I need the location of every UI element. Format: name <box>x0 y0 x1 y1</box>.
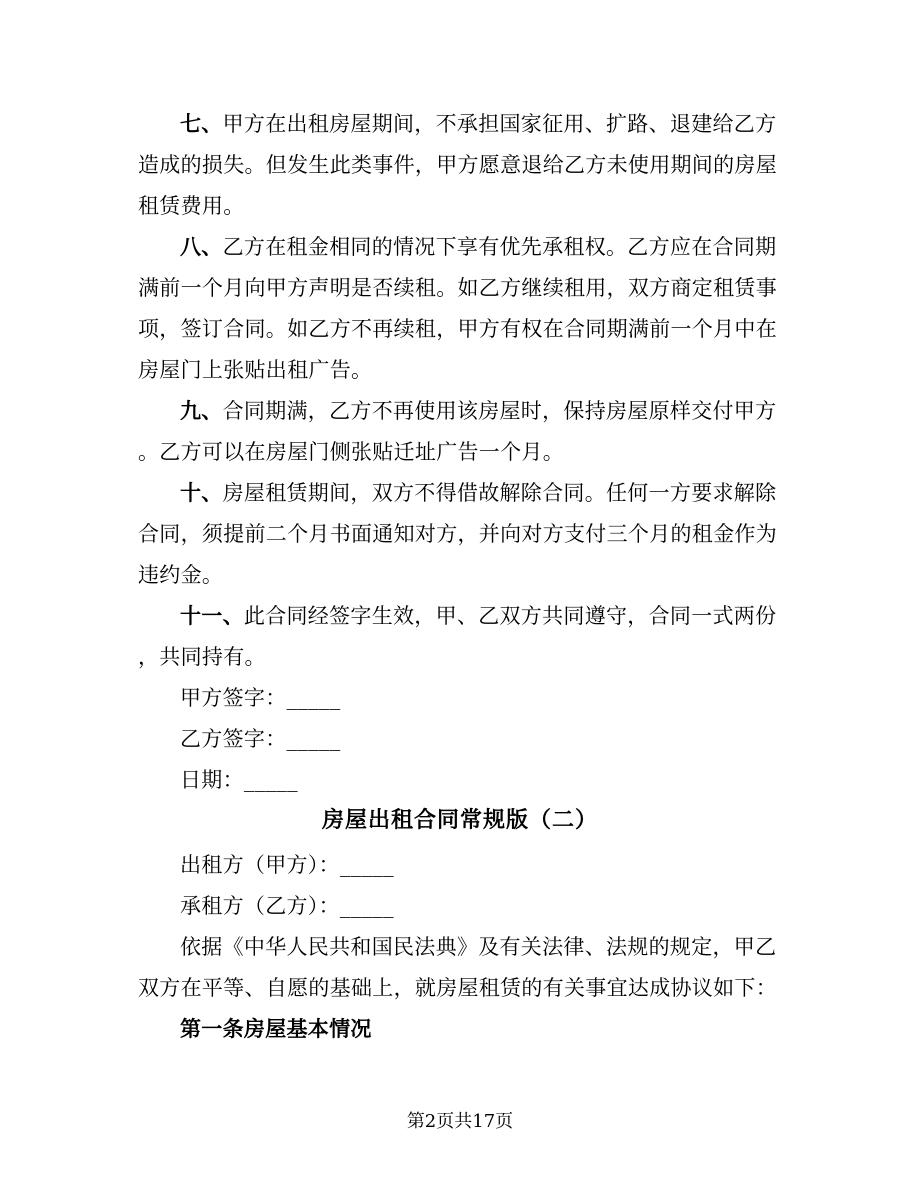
signature-party-b: 乙方签字：_____ <box>180 727 341 751</box>
clause-7-number: 七、 <box>180 111 223 136</box>
lessor-field: 出租方（甲方）：_____ <box>180 853 394 877</box>
clause-7-line-1: 七、甲方在出租房屋期间，不承担国家征用、扩路、退建给乙方 <box>180 111 777 136</box>
article-1-heading: 第一条房屋基本情况 <box>180 1016 372 1041</box>
clause-7-line-2: 造成的损失。但发生此类事件，甲方愿意退给乙方未使用期间的房屋 <box>138 153 777 177</box>
intro-line-2: 双方在平等、自愿的基础上，就房屋租赁的有关事宜达成协议如下： <box>138 976 777 1000</box>
clause-10-line-1: 十、房屋租赁期间，双方不得借故解除合同。任何一方要求解除 <box>180 480 777 505</box>
clause-8-line-3: 项，签订合同。如乙方不再续租，甲方有权在合同期满前一个月中在 <box>138 317 777 341</box>
intro-line-1: 依据《中华人民共和国民法典》及有关法律、法规的规定，甲乙 <box>180 935 777 959</box>
clause-10-line-3: 违约金。 <box>138 563 224 587</box>
clause-8-line-1: 八、乙方在租金相同的情况下享有优先承租权。乙方应在合同期 <box>180 234 777 259</box>
clause-9-line-1: 九、合同期满，乙方不再使用该房屋时，保持房屋原样交付甲方 <box>180 398 777 423</box>
signature-party-a: 甲方签字：_____ <box>180 686 341 710</box>
clause-11-number: 十一、 <box>180 603 244 628</box>
clause-11-line-2: ，共同持有。 <box>138 645 266 669</box>
clause-10-line-2: 合同，须提前二个月书面通知对方，并向对方支付三个月的租金作为 <box>138 522 777 546</box>
signature-date: 日期：_____ <box>180 768 298 792</box>
page-number: 第2页共17页 <box>406 1111 514 1132</box>
lessee-field: 承租方（乙方）：_____ <box>180 894 394 918</box>
clause-8-line-2: 满前一个月向甲方声明是否续租。如乙方继续租用，双方商定租赁事 <box>138 276 777 300</box>
clause-9-number: 九、 <box>180 398 223 423</box>
section-2-title: 房屋出租合同常规版（二） <box>321 807 598 833</box>
clause-8-number: 八、 <box>180 234 223 259</box>
clause-8-line-4: 房屋门上张贴出租广告。 <box>138 358 373 382</box>
clause-10-number: 十、 <box>180 480 223 505</box>
clause-9-line-2: 。乙方可以在房屋门侧张贴迁址广告一个月。 <box>138 440 564 464</box>
clause-11-line-1: 十一、此合同经签字生效，甲、乙双方共同遵守，合同一式两份 <box>180 603 777 628</box>
clause-7-line-3: 租赁费用。 <box>138 194 245 218</box>
